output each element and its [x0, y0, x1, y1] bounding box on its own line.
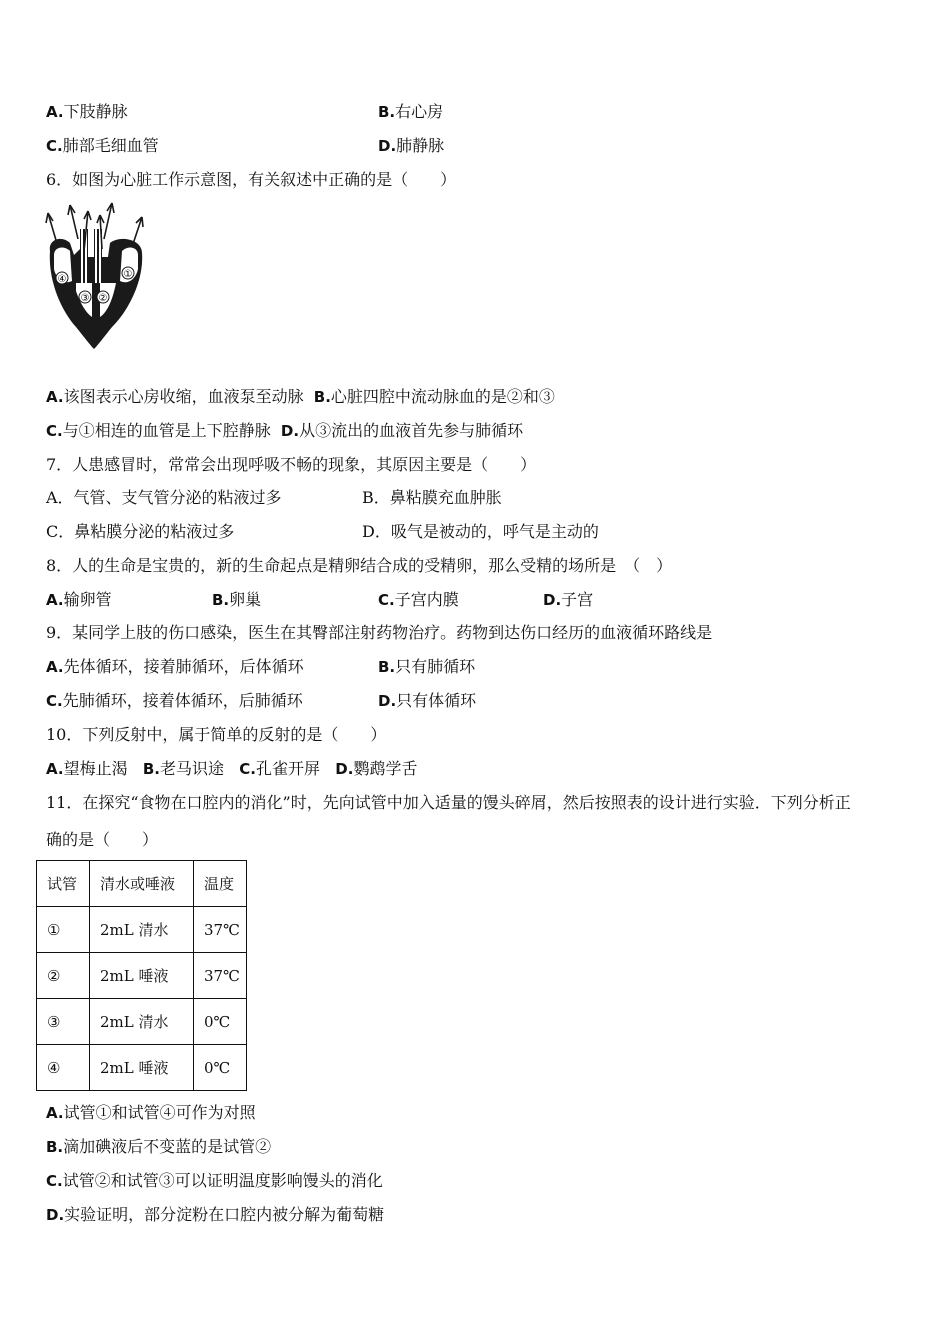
table-cell: ② [37, 953, 90, 999]
table-cell: 37℃ [194, 907, 247, 953]
table-header: 温度 [194, 861, 247, 907]
q10-stem: 10．下列反射中，属于简单的反射的是（ ） [46, 725, 387, 744]
table-cell: 37℃ [194, 953, 247, 999]
q7-option-b: B．鼻粘膜充血肿胀 [362, 488, 502, 507]
q6-options-ab: A.该图表示心房收缩，血液泵至动脉 B.心脏四腔中流动脉血的是②和③ [46, 387, 555, 406]
table-row [37, 907, 247, 953]
q6-options-cd: C.与①相连的血管是上下腔静脉 D.从③流出的血液首先参与肺循环 [46, 421, 524, 440]
q7-option-c: C．鼻粘膜分泌的粘液过多 [46, 522, 235, 541]
q11-stem-line2: 确的是（ ） [46, 830, 159, 849]
q5-option-c: C.肺部毛细血管 [46, 136, 159, 155]
table-cell: 0℃ [194, 1045, 247, 1091]
experiment-table [36, 860, 247, 1091]
table-row [37, 1045, 247, 1091]
q11-option-a: A.试管①和试管④可作为对照 [46, 1103, 256, 1122]
q8-option-d: D.子宫 [543, 590, 594, 609]
table-cell: ④ [37, 1045, 90, 1091]
q8-stem: 8．人的生命是宝贵的，新的生命起点是精卵结合成的受精卵，那么受精的场所是 （ ） [46, 556, 673, 575]
table-header: 清水或唾液 [90, 861, 194, 907]
label-3: ③ [80, 293, 90, 304]
table-cell: 2mL 清水 [90, 907, 194, 953]
q6-stem: 6．如图为心脏工作示意图，有关叙述中正确的是（ ） [46, 170, 457, 189]
table-cell: ① [37, 907, 90, 953]
q5-option-b: B.右心房 [378, 102, 444, 121]
table-cell: 0℃ [194, 999, 247, 1045]
q9-stem: 9．某同学上肢的伤口感染，医生在其臀部注射药物治疗。药物到达伤口经历的血液循环路线是 [46, 623, 713, 642]
q10-options: A.望梅止渴 B.老马识途 C.孔雀开屏 D.鹦鹉学舌 [46, 759, 418, 778]
q5-option-d: D.肺静脉 [378, 136, 445, 155]
table-header-row [37, 861, 247, 907]
table-row [37, 953, 247, 999]
q7-stem: 7．人患感冒时，常常会出现呼吸不畅的现象，其原因主要是（ ） [46, 455, 537, 474]
table-header: 试管 [37, 861, 90, 907]
q8-option-b: B.卵巢 [212, 590, 262, 609]
q7-option-a: A．气管、支气管分泌的粘液过多 [46, 488, 282, 507]
table-cell: 2mL 唾液 [90, 1045, 194, 1091]
q8-option-a: A.输卵管 [46, 590, 112, 609]
q9-option-b: B.只有肺循环 [378, 657, 476, 676]
label-2: ② [98, 293, 108, 304]
label-4: ④ [57, 274, 67, 285]
q9-option-d: D.只有体循环 [378, 691, 477, 710]
q7-option-d: D．吸气是被动的，呼气是主动的 [362, 522, 599, 541]
q11-option-c: C.试管②和试管③可以证明温度影响馒头的消化 [46, 1171, 383, 1190]
q11-option-d: D.实验证明，部分淀粉在口腔内被分解为葡萄糖 [46, 1205, 385, 1224]
table-cell: 2mL 唾液 [90, 953, 194, 999]
q9-option-a: A.先体循环，接着肺循环，后体循环 [46, 657, 304, 676]
table-cell: 2mL 清水 [90, 999, 194, 1045]
table-cell: ③ [37, 999, 90, 1045]
table-row [37, 999, 247, 1045]
q8-option-c: C.子宫内膜 [378, 590, 459, 609]
heart-diagram [44, 199, 148, 354]
q11-stem-line1: 11．在探究“食物在口腔内的消化”时，先向试管中加入适量的馒头碎屑，然后按照表的设计进行实验．下列分析正 [46, 793, 851, 812]
q9-option-c: C.先肺循环，接着体循环，后肺循环 [46, 691, 303, 710]
q11-option-b: B.滴加碘液后不变蓝的是试管② [46, 1137, 272, 1156]
label-1: ① [123, 269, 133, 280]
q5-option-a: A.下肢静脉 [46, 102, 128, 121]
